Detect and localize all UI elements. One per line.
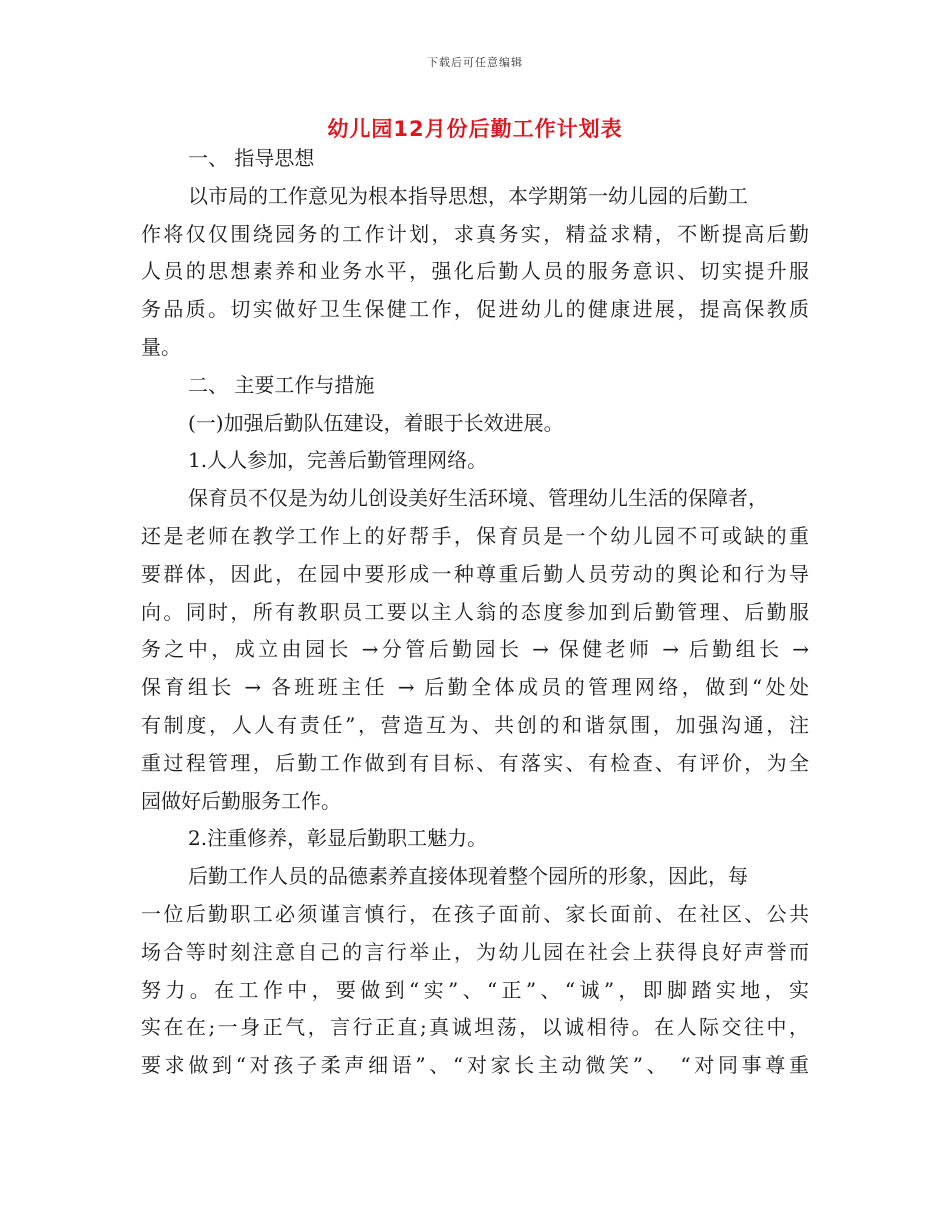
document-body: [141, 140, 809, 1085]
header-note: 下载后可任意编辑: [427, 56, 523, 69]
body-text-line: 重过程管理，后勤工作做到有目标、有落实、有检查、有评价，为全: [141, 750, 809, 775]
body-text-line: 2.注重修养，彰显后勤职工魅力。: [188, 826, 488, 851]
body-text-line: 向。同时，所有教职员工要以主人翁的态度参加到后勤管理、后勤服: [141, 599, 809, 624]
body-text-line: 保育员不仅是为幼儿创设美好生活环境、管理幼儿生活的保障者，: [188, 486, 768, 511]
body-text-line: 后勤工作人员的品德素养直接体现着整个园所的形象，因此，每: [188, 864, 748, 889]
body-text-line: 园做好后勤服务工作。: [141, 788, 341, 813]
body-text-line: 以市局的工作意见为根本指导思想，本学期第一幼儿园的后勤工: [188, 183, 748, 208]
body-text-line: 场合等时刻注意自己的言行举止，为幼儿园在社会上获得良好声誉而: [141, 939, 809, 964]
body-text-line: 务品质。切实做好卫生保健工作，促进幼儿的健康进展，提高保教质: [141, 297, 809, 322]
body-text-line: 人员的思想素养和业务水平，强化后勤人员的服务意识、切实提升服: [141, 259, 809, 284]
document-title: 幼儿园12月份后勤工作计划表: [327, 117, 623, 141]
section-heading: 二、 主要工作与措施: [188, 372, 375, 397]
body-text-line: 1.人人参加，完善后勤管理网络。: [188, 448, 488, 473]
body-text-line: 还是老师在教学工作上的好帮手，保育员是一个幼儿园不可或缺的重: [141, 523, 809, 548]
body-text-line: 保育组长 → 各班班主任 → 后勤全体成员的管理网络，做到“处处: [141, 675, 809, 700]
body-text-line: 要群体，因此，在园中要形成一种尊重后勤人员劳动的舆论和行为导: [141, 561, 809, 586]
body-text-line: 量。: [141, 334, 181, 359]
body-text-line: (一)加强后勤队伍建设，着眼于长效进展。: [188, 410, 564, 435]
section-heading: 一、 指导思想: [188, 146, 315, 170]
body-text-line: 实在在;一身正气，言行正直;真诚坦荡，以诚相待。在人际交往中，: [141, 1015, 809, 1040]
body-text-line: 要求做到“对孩子柔声细语”、“对家长主动微笑”、 “对同事尊重: [141, 1053, 809, 1078]
body-text-line: 有制度，人人有责任”，营造互为、共创的和谐氛围，加强沟通，注: [141, 712, 809, 737]
body-text-line: 务之中，成立由园长 →分管后勤园长 → 保健老师 → 后勤组长 →: [141, 637, 809, 662]
body-text-line: 一位后勤职工必须谨言慎行，在孩子面前、家长面前、在社区、公共: [141, 901, 809, 926]
body-text-line: 努力。在工作中，要做到“实”、“正”、“诚”，即脚踏实地，实: [141, 977, 809, 1002]
body-text-line: 作将仅仅围绕园务的工作计划，求真务实，精益求精，不断提高后勤: [141, 221, 809, 246]
